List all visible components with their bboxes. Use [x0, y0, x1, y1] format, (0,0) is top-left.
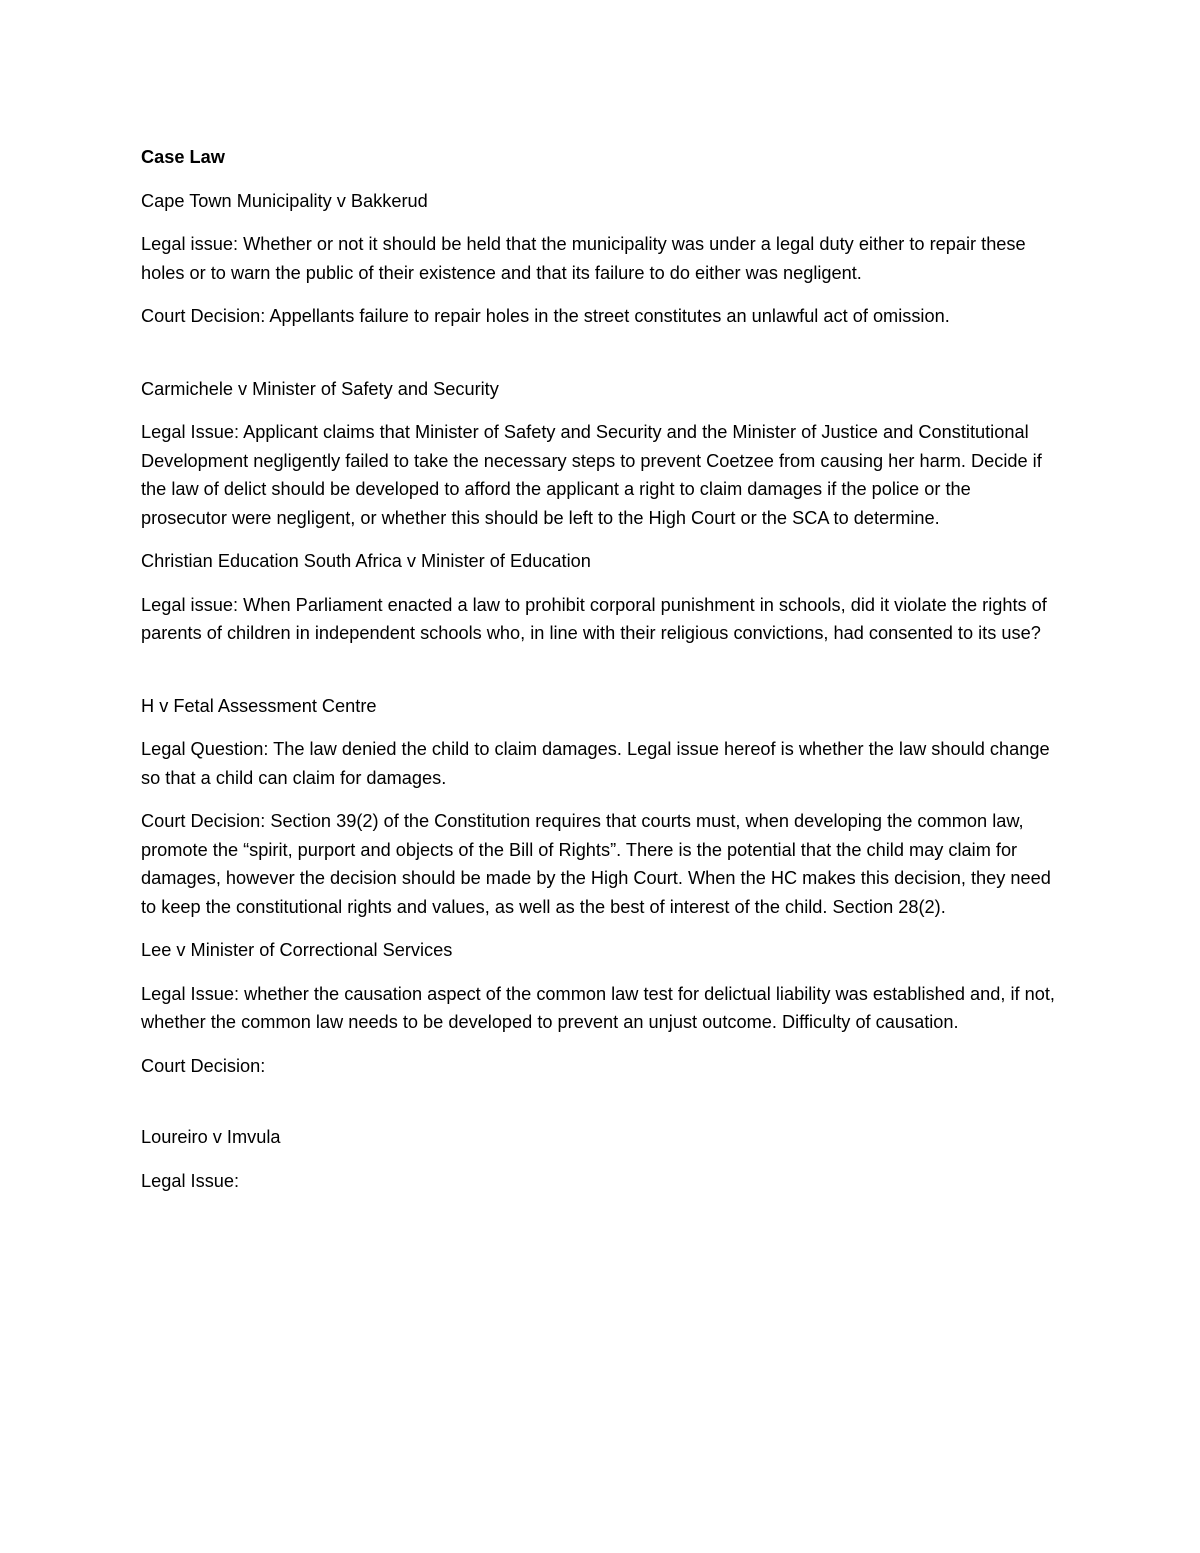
blank-line	[141, 663, 1061, 692]
case-heading-loureiro: Loureiro v Imvula	[141, 1127, 281, 1147]
legal-question-fetal-assessment: Legal Question: The law denied the child to claim damages. Legal issue hereof is whether the law should change so that a child can claim for damages.	[141, 739, 1050, 788]
legal-issue-christian-education: Legal issue: When Parliament enacted a law to prohibit corporal punishment in schools, did it violate the rights of parents of children in independent schools who, in line with their religious convictions, had consented to its use?	[141, 594, 1047, 643]
legal-issue-lee: Legal Issue: whether the causation aspect of the common law test for delictual liability was established and, if not, whether the common law needs to be developed to prevent an unjust outcome. Difficulty of causation.	[141, 983, 1055, 1032]
case-heading-lee: Lee v Minister of Correctional Services	[141, 940, 453, 960]
legal-issue-loureiro: Legal Issue:	[141, 1170, 240, 1191]
legal-issue-bakkerud: Legal issue: Whether or not it should be held that the municipality was under a legal duty either to repair these holes or to warn the public of their existence and that its failure to do either was negligent.	[141, 234, 1026, 283]
court-decision-lee: Court Decision:	[141, 1055, 266, 1076]
document-title: Case Law	[141, 147, 225, 167]
document-body	[141, 143, 1061, 1210]
case-heading-carmichele: Carmichele v Minister of Safety and Security	[141, 378, 499, 399]
case-heading-christian-education: Christian Education South Africa v Minister of Education	[141, 551, 591, 571]
case-heading-fetal-assessment: H v Fetal Assessment Centre	[141, 695, 377, 716]
case-heading-bakkerud: Cape Town Municipality v Bakkerud	[141, 190, 428, 211]
court-decision-bakkerud: Court Decision: Appellants failure to repair holes in the street constitutes an unlawful act of omission.	[141, 306, 950, 326]
blank-line	[141, 346, 1061, 375]
legal-issue-carmichele: Legal Issue: Applicant claims that Minister of Safety and Security and the Minister of Justice and Constitutional Development negligently failed to take the necessary steps to prevent Coetzee from causing her harm. Decide if the law of delict should be developed to afford the applicant a right to claim damages if the police or the prosecutor were negligent, or whether this should be left to the High Court or the SCA to determine.	[141, 422, 1042, 528]
blank-line	[141, 1095, 1061, 1123]
court-decision-fetal-assessment: Court Decision: Section 39(2) of the Constitution requires that courts must, when developing the common law, promote the “spirit, purport and objects of the Bill of Rights”. There is the potential that the child may claim for damages, however the decision should be made by the High Court. When the HC makes this decision, they need to keep the constitutional rights and values, as well as the best of interest of the child. Section 28(2).	[141, 811, 1051, 917]
